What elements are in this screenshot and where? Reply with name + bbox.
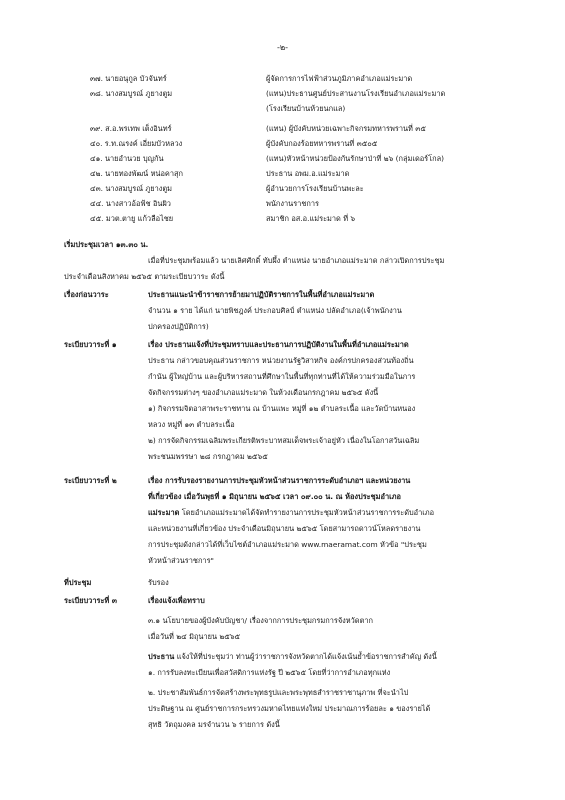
agenda-2-title-continued: ที่เกี่ยวข้อง เมื่อวันพุธที่ ๑ มิถุนายน ๒๕๖๕ เวลา ๐๙.๐๐ น. ณ ห้องประชุมอำเภอ: [148, 492, 401, 501]
agenda-1-item-2-continued: พระชนมพรรษา ๒๘ กรกฎาคม ๒๕๖๕: [148, 452, 268, 461]
agenda-1-paragraph: จัดกิจกรรมต่างๆ ของอำเภอแม่ระมาด ในห้วงเดือนกรกฎาคม ๒๕๖๕ ดังนี้: [148, 388, 379, 397]
attendee-role: พนักงานราชการ: [266, 199, 319, 208]
agenda-1-item-1: ๑) กิจกรรมจิตอาสาพระราชทาน ณ บ้านแพะ หมู่ที่ ๑๒ ตำบลระเนื้อ และวัดบ้านหนอง: [148, 404, 416, 413]
agenda-3-paragraph: [148, 652, 437, 661]
attendee-role: สมาชิก อส.อ.แม่ระมาด ที่ ๖: [266, 214, 356, 223]
attendee-role: (แทน)ประธานศูนย์ประสานงานโรงเรียนอำเภอแม่ระมาด: [266, 89, 446, 98]
attendee-name: ๔๕. มวต.ตายู แก้วลือไชย: [90, 214, 174, 223]
attendee-name: ๓๘. นางสมบูรณ์ ภูยางตูม: [90, 89, 173, 98]
pre-agenda-text-continued: ปกครองปฏิบัติการ): [148, 322, 209, 331]
pre-agenda-label: เรื่องก่อนวาระ: [64, 290, 109, 299]
agenda-3-item-1: ๑. การรับลงทะเบียนเพื่อสวัสดิการแห่งรัฐ ปี ๒๕๖๕ โดยที่ว่าการอำเภอทุกแห่ง: [148, 668, 391, 677]
attendee-role: ประธาน อพม.อ.แม่ระมาด: [266, 169, 350, 178]
attendee-role: ผู้บังคับกองร้อยทหารพรานที่ ๓๕๐๕: [266, 139, 378, 148]
agenda-3-item-2-continued: สุทธิ วัตถุมงคล มรจำนวน ๖ รายการ ดังนี้: [148, 720, 280, 729]
attendee-name: ๓๙. ส.อ.พรเทพ เต็งอินทร์: [90, 124, 172, 133]
agenda-1-item-1-continued: หลวง หมู่ที่ ๑๓ ตำบลระเนื้อ: [148, 420, 235, 429]
attendee-role: (แทน)หัวหน้าหน่วยป้องกันรักษาป่าที่ ๒๖ (กลุ่มเดอร์โกล): [266, 154, 445, 163]
attendee-name: ๔๐. ร.ท.ณรงค์ เอี่ยมบัวหลวง: [90, 139, 183, 148]
attendee-role: ผู้จัดการการไฟฟ้าส่วนภูมิภาคอำเภอแม่ระมาด: [266, 74, 413, 83]
agenda-2-venue: แม่ระมาด: [148, 508, 180, 517]
agenda-1-paragraph: กำนัน ผู้ใหญ่บ้าน และผู้บริหารสถานที่ศึกษาในพื้นที่ทุกท่านที่ได้ให้ความร่วมมือในการ: [148, 372, 416, 381]
agenda-2-paragraph: [148, 508, 434, 517]
pre-agenda-title: ประธานแนะนำข้าราชการย้ายมาปฏิบัติราชการในพื้นที่อำเภอแม่ระมาด: [148, 290, 375, 299]
agenda-1-paragraph: ประธาน กล่าวขอบคุณส่วนราชการ หน่วยงานรัฐวิสาหกิจ องค์กรปกครองส่วนท้องถิ่น: [148, 356, 414, 365]
agenda-3-paragraph-text: แจ้งให้ที่ประชุมว่า ท่านผู้ว่าราชการจังหวัดตากได้แจ้งเน้นย้ำข้อราชการสำคัญ ดังนี้: [174, 652, 437, 661]
attendee-name: ๔๔. นางสาวอ้อฟ้ช อินผิว: [90, 199, 171, 208]
meeting-start-text-continued: ประจำเดือนสิงหาคม ๒๕๖๕ ตามระเบียบวาระ ดังนี้: [64, 272, 225, 281]
attendee-role: (แทน) ผู้บังคับหน่วยเฉพาะกิจกรมทหารพรานที่ ๓๕: [266, 124, 426, 133]
resolution-label: ที่ประชุม: [64, 578, 92, 587]
agenda-3-label: ระเบียบวาระที่ ๓: [64, 596, 117, 605]
agenda-2-website-text: การประชุมดังกล่าวได้ที่เว็บไซต์อำเภอแม่ระมาด www.maeramat.com หัวข้อ "ประชุม: [148, 540, 427, 549]
attendee-role-continued: (โรงเรียนบ้านห้วยนกแล): [266, 104, 346, 113]
resolution-text: รับรอง: [148, 578, 169, 587]
attendee-role: ผู้อำนวยการโรงเรียนบ้านพะละ: [266, 184, 364, 193]
attendee-name: ๔๓. นางสมบูรณ์ ภูยางตูม: [90, 184, 173, 193]
agenda-3-item-2: ๒. ประชาสัมพันธ์การจัดสร้างพระพุทธรูปและพระพุทธสำราชราชานุภาพ ที่จะนำไป: [148, 688, 409, 697]
agenda-2-paragraph: หัวหน้าส่วนราชการ": [148, 556, 214, 565]
meeting-start-label: เริ่มประชุมเวลา ๑๓.๓๐ น.: [64, 240, 149, 249]
agenda-1-item-2: ๒) การจัดกิจกรรมเฉลิมพระเกียรติพระบาทสมเด็จพระเจ้าอยู่หัว เนื่องในโอกาสวันเฉลิม: [148, 436, 420, 445]
page-number: -๒-: [276, 43, 289, 52]
agenda-2-title: เรื่อง การรับรองรายงานการประชุมหัวหน้าส่วนราชการระดับอำเภอฯ และหน่วยงาน: [148, 476, 411, 485]
agenda-3-subsection: ๓.๑ นโยบายของผู้บังคับบัญชา/ เรื่องจากการประชุมกรมการจังหวัดตาก: [148, 616, 374, 625]
agenda-2-label: ระเบียบวาระที่ ๒: [64, 476, 117, 485]
agenda-3-chair: ประธาน: [148, 652, 175, 661]
agenda-2-paragraph: และหน่วยงานที่เกี่ยวข้อง ประจำเดือนมิถุนายน ๒๕๖๕ โดยสามารถดาวน์โหลดรายงาน: [148, 524, 421, 533]
meeting-start-text: เมื่อที่ประชุมพร้อมแล้ว นายเลิศศักดิ์ ทับผึ้ง ตำแหน่ง นายอำเภอแม่ระมาด กล่าวเปิดการประชุม: [148, 256, 445, 265]
agenda-3-title: เรื่องแจ้งเพื่อทราบ: [148, 596, 205, 605]
agenda-2-paragraph-text: โดยอำเภอแม่ระมาดได้จัดทำรายงานการประชุมหัวหน้าส่วนราชการระดับอำเภอ: [179, 508, 435, 517]
pre-agenda-text: จำนวน ๑ ราย ได้แก่ นายพิชฎงค์ ประกอบศิลป์ ตำแหน่ง ปลัดอำเภอ(เจ้าพนักงาน: [148, 306, 402, 315]
agenda-3-subsection-date: เมื่อวันที่ ๒๔ มิถุนายน ๒๕๖๕: [148, 632, 241, 641]
attendee-name: ๓๗. นายอนุกูล บัวจันทร์: [90, 74, 167, 83]
agenda-1-label: ระเบียบวาระที่ ๑: [64, 340, 117, 349]
attendee-name: ๔๑. นายอำนวย บุญกัน: [90, 154, 164, 163]
agenda-1-title: เรื่อง ประธานแจ้งที่ประชุมทราบและประธานการปฏิบัติงานในพื้นที่อำเภอแม่ระมาด: [148, 340, 409, 349]
attendee-name: ๔๒. นายทองพัฒน์ หน่อคาสุก: [90, 169, 184, 178]
agenda-3-item-2-continued: ประดิษฐาน ณ ศูนย์ราชการกระทรวงมหาดไทยแห่งใหม่ ประมาณการร้อยละ ๑ ของรายได้: [148, 704, 431, 713]
